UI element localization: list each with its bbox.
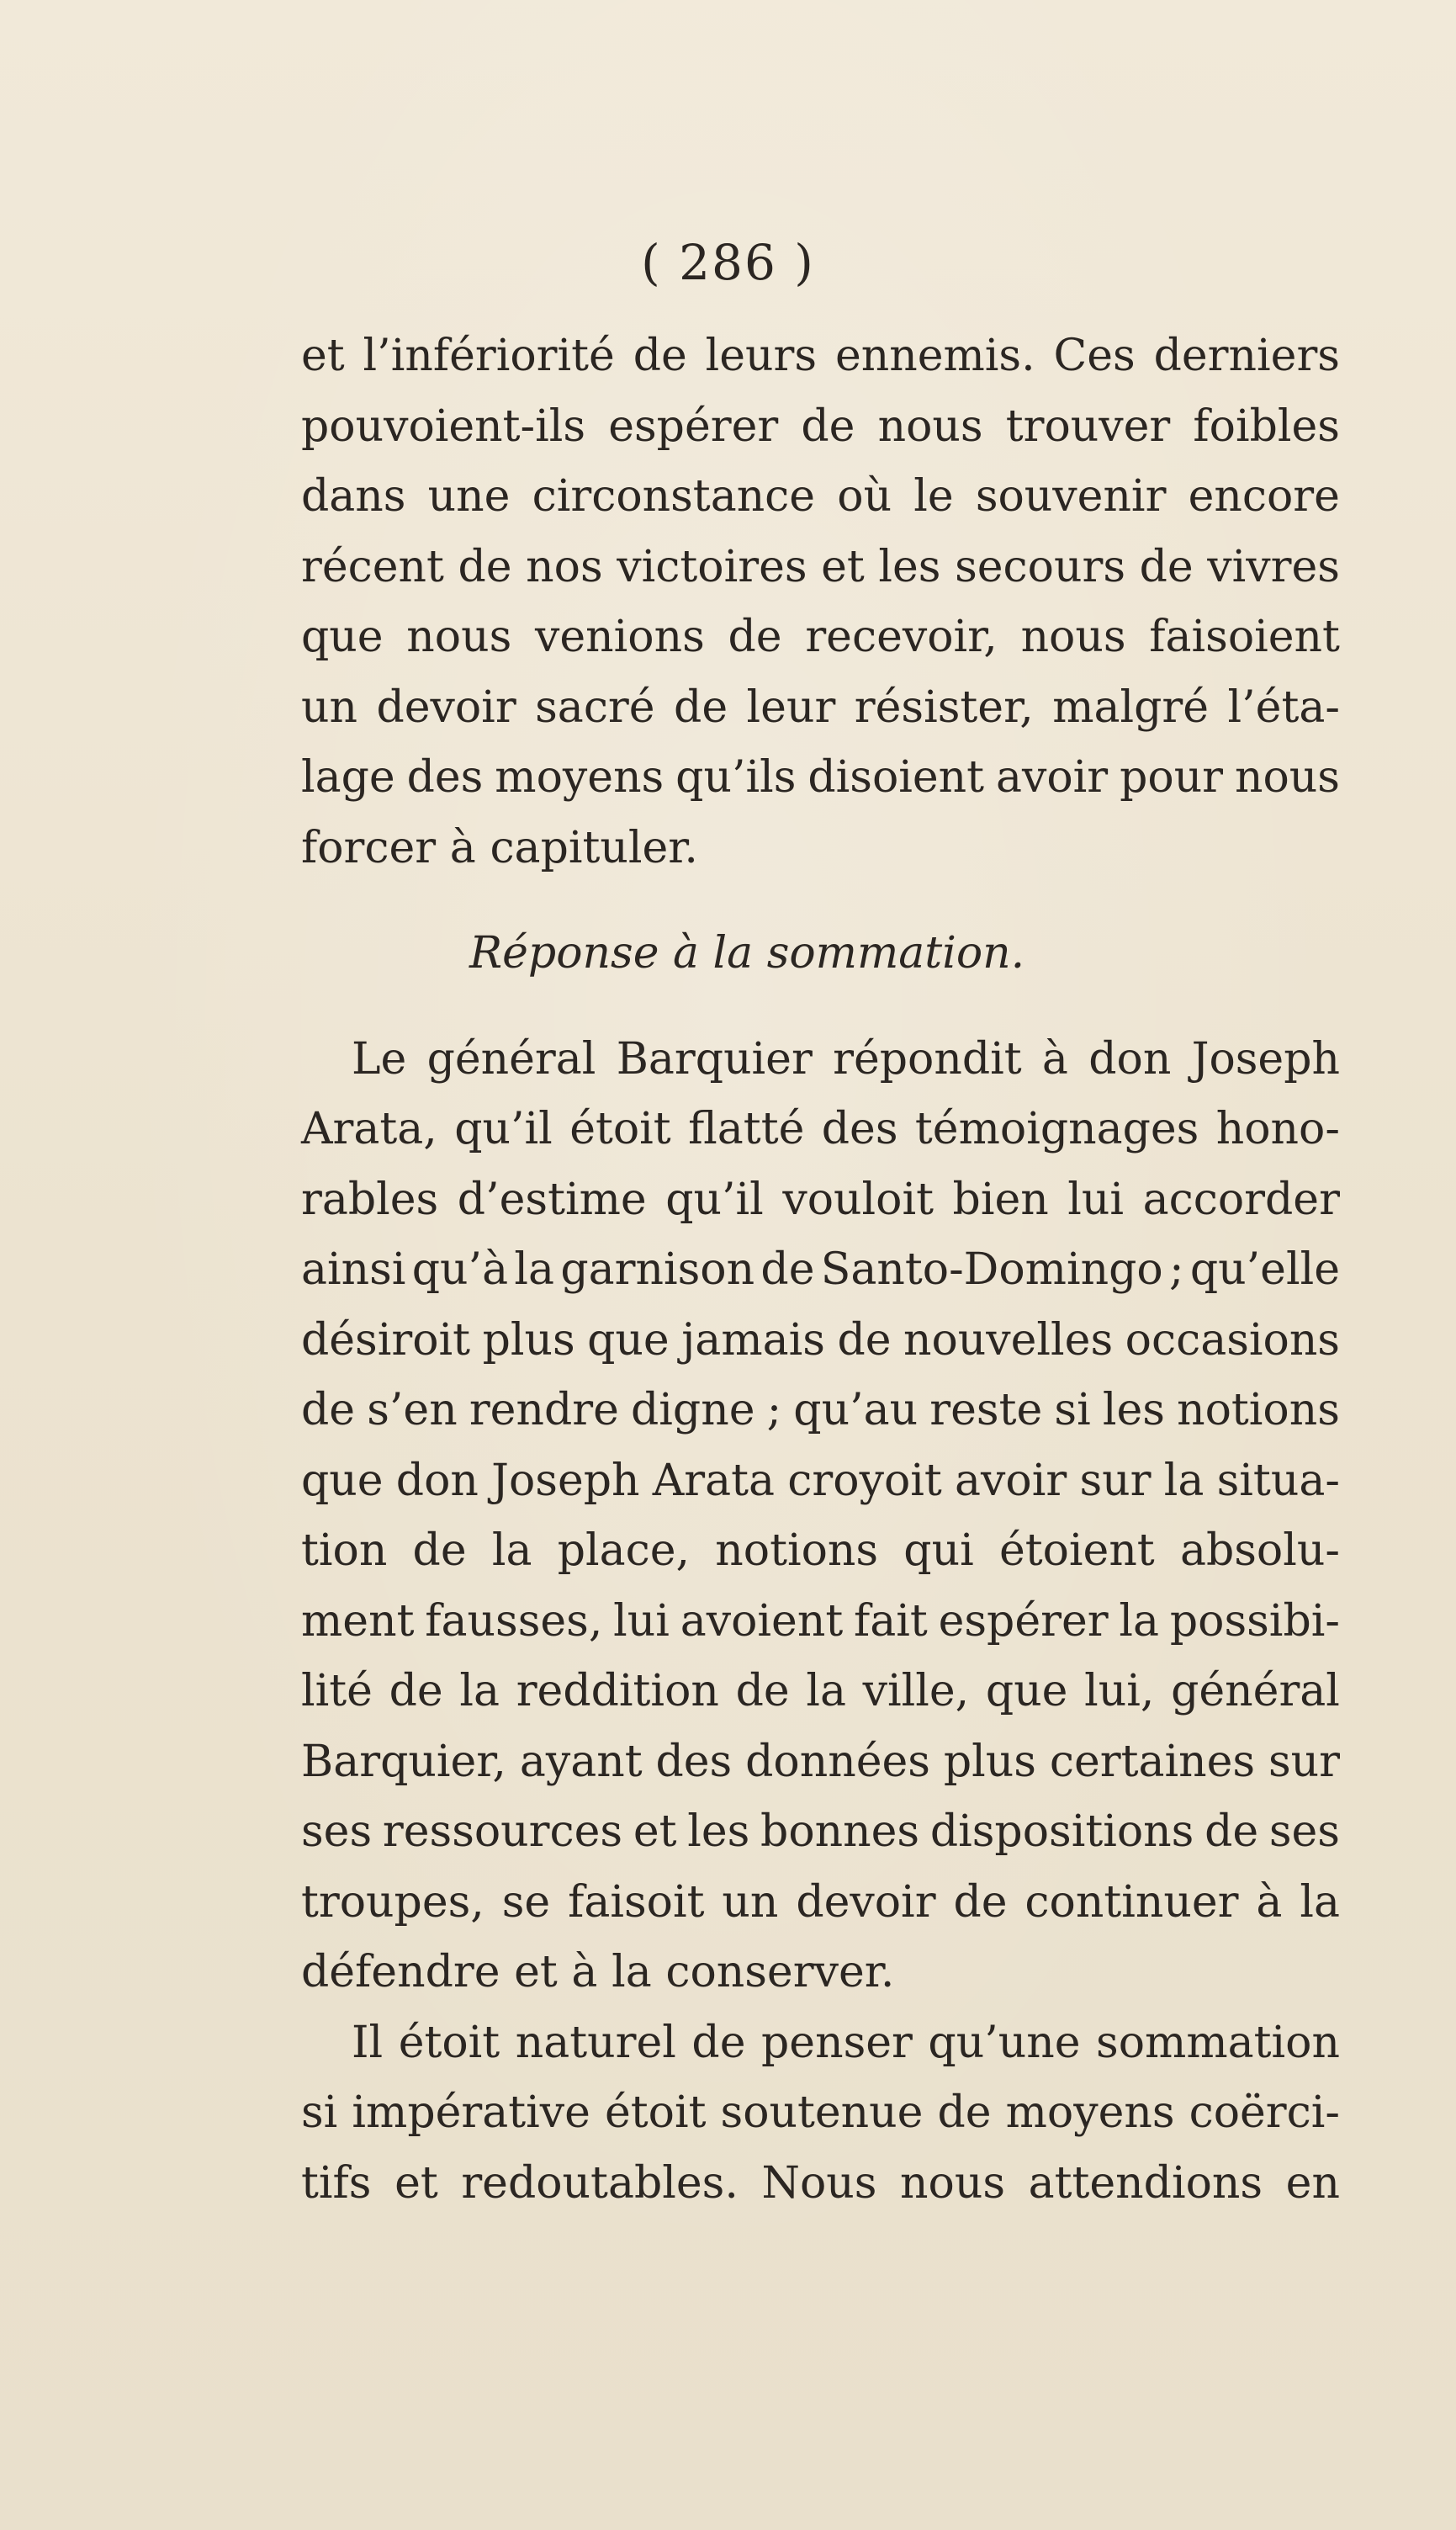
section-heading: Réponse à la sommation. bbox=[469, 928, 1025, 979]
paragraph bbox=[301, 2008, 1340, 2220]
text-line: lage des moyens qu’ils disoient avoir pour nous bbox=[301, 752, 1340, 803]
text-line: lité de la reddition de la ville, que lui, général bbox=[301, 1666, 1340, 1716]
text-line: tion de la place, notions qui étoient absolu- bbox=[301, 1525, 1340, 1576]
text-line: que don Joseph Arata croyoit avoir sur la situa- bbox=[301, 1455, 1340, 1506]
paragraph bbox=[301, 1025, 1340, 2008]
text-line: Arata, qu’il étoit flatté des témoignages hono- bbox=[301, 1104, 1340, 1154]
text-line: dans une circonstance où le souvenir encore bbox=[301, 471, 1340, 522]
text-line: ainsi qu’à la garnison de Santo-Domingo ; qu’elle bbox=[301, 1244, 1340, 1295]
text-line: ment fausses, lui avoient fait espérer la possibi- bbox=[301, 1595, 1340, 1647]
text-line: un devoir sacré de leur résister, malgré l’éta- bbox=[301, 682, 1340, 733]
page-number: ( 286 ) bbox=[641, 234, 815, 291]
text-line: Barquier, ayant des données plus certaines sur bbox=[301, 1736, 1340, 1787]
text-line: désiroit plus que jamais de nouvelles occasions bbox=[301, 1314, 1340, 1366]
paragraph bbox=[301, 321, 1340, 883]
text-line: forcer à capituler. bbox=[301, 822, 698, 873]
text-line: ses ressources et les bonnes dispositions de ses bbox=[301, 1806, 1340, 1857]
text-line: tifs et redoutables. Nous nous attendions en bbox=[301, 2157, 1340, 2209]
text-line: pouvoient-ils espérer de nous trouver foibles bbox=[301, 400, 1340, 452]
text-line: de s’en rendre digne ; qu’au reste si les notions bbox=[301, 1385, 1340, 1435]
text-line: troupes, se faisoit un devoir de continuer à la bbox=[301, 1876, 1340, 1928]
text-line: et l’infériorité de leurs ennemis. Ces derniers bbox=[301, 331, 1340, 381]
body-text bbox=[301, 321, 1340, 2219]
text-line: Il étoit naturel de penser qu’une sommation bbox=[352, 2017, 1340, 2068]
text-line: défendre et à la conserver. bbox=[301, 1947, 895, 1997]
text-line: que nous venions de recevoir, nous faisoient bbox=[301, 612, 1340, 662]
text-line: Le général Barquier répondit à don Joseph bbox=[352, 1033, 1340, 1085]
text-line: rables d’estime qu’il vouloit bien lui accorder bbox=[301, 1174, 1340, 1225]
text-line: si impérative étoit soutenue de moyens coërci- bbox=[301, 2087, 1340, 2138]
text-line: récent de nos victoires et les secours de vivres bbox=[301, 541, 1340, 592]
